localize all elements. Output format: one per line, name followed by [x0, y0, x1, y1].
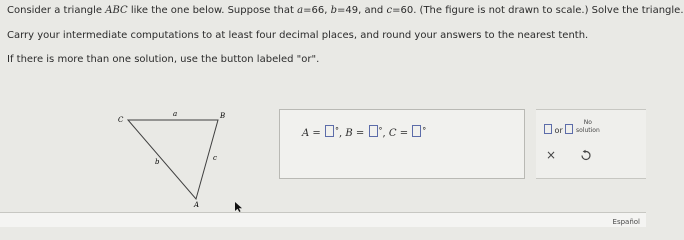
b-value: 49 — [345, 5, 359, 16]
b-label: b — [330, 5, 337, 16]
vertex-b-label: B — [220, 112, 226, 120]
triangle-figure — [110, 108, 240, 212]
answer-b-label: B — [345, 128, 353, 139]
or-label: or — [554, 126, 563, 135]
c-label: c — [386, 5, 393, 16]
answer-a-equals: = — [312, 128, 321, 139]
answer-c-label: C — [388, 128, 397, 139]
angle-b-input[interactable] — [369, 125, 378, 137]
undo-icon — [579, 149, 592, 162]
question-middle: like the one below. Suppose that — [127, 5, 298, 16]
vertex-a-label: A — [194, 201, 200, 209]
angle-c-input[interactable] — [412, 125, 421, 137]
answer-sep-2: , — [382, 128, 386, 139]
mouse-pointer-icon — [235, 202, 243, 212]
angle-a-degree: ° — [335, 126, 339, 135]
answer-line — [302, 125, 426, 139]
angle-c-degree: ° — [422, 126, 427, 135]
c-value: 60 — [400, 5, 414, 16]
answer-a-label: A — [302, 128, 310, 139]
bottom-strip — [0, 213, 646, 227]
tool-panel — [536, 109, 646, 179]
side-c-label: c — [213, 154, 217, 162]
angle-a-input[interactable] — [325, 125, 334, 137]
language-link[interactable]: Español — [612, 218, 640, 226]
vertex-c-label: C — [118, 116, 124, 124]
a-label: a — [297, 5, 304, 16]
triangle-shape — [128, 120, 218, 199]
answer-b-equals: = — [355, 128, 365, 139]
answer-sep-1: , — [339, 128, 343, 139]
answer-c-equals: = — [399, 128, 409, 139]
side-a-label: a — [173, 110, 178, 118]
undo-button[interactable] — [579, 147, 592, 160]
or-right-box — [565, 124, 573, 134]
clear-button[interactable]: × — [546, 148, 557, 162]
answer-box — [279, 109, 525, 179]
and-text: , and — [358, 5, 387, 16]
question-line-1: Consider a triangle ABC like the one below. Suppose that a=66, b=49, and c=60. (The figure is not drawn to scale.) Solve the triangle. — [7, 5, 684, 16]
side-b-label: b — [155, 158, 160, 166]
question-suffix: . (The figure is not drawn to scale.) Solve the triangle. — [413, 5, 684, 16]
triangle-diagram — [110, 108, 240, 212]
question-line-2: Carry your intermediate computations to at least four decimal places, and round your answers to the nearest tenth. — [7, 30, 589, 41]
question-prefix: Consider a triangle — [7, 5, 106, 16]
a-value: 66 — [311, 5, 325, 16]
triangle-name: ABC — [105, 5, 128, 16]
no-solution-button[interactable]: No solution — [576, 119, 600, 134]
question-line-3: If there is more than one solution, use the button labeled "or". — [7, 54, 320, 65]
angle-b-degree: ° — [378, 126, 383, 135]
or-left-box — [544, 124, 552, 134]
or-button[interactable] — [544, 124, 573, 135]
